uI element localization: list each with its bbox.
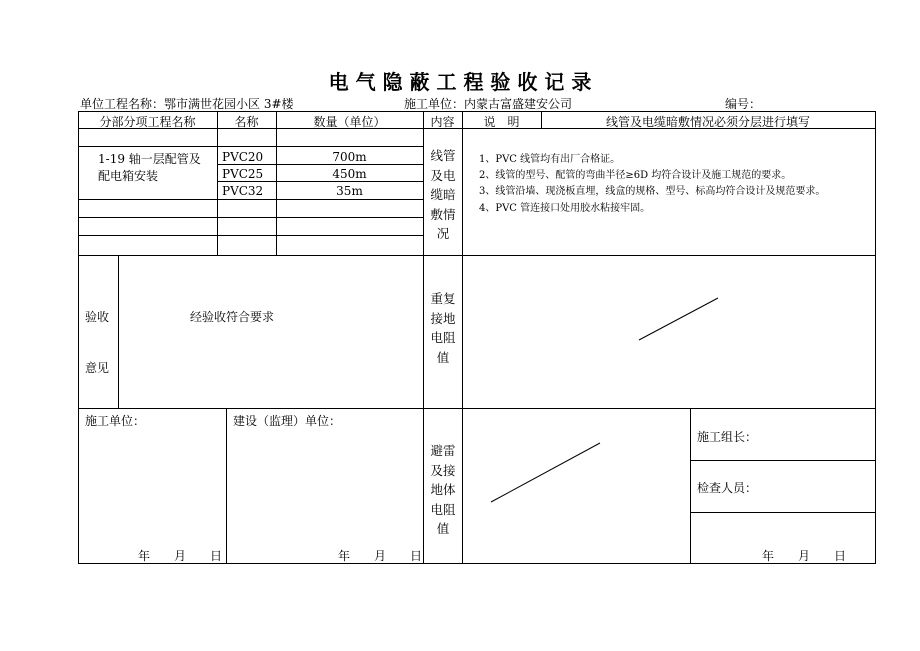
material-name: PVC32 (222, 184, 264, 198)
strike-line-lightning (491, 443, 600, 502)
acceptance-label-top: 验收 (85, 310, 110, 324)
supervision-unit-label: 建设（监理）单位： (233, 414, 342, 428)
material-name: PVC25 (222, 167, 264, 181)
date-right: 年 月 日 (762, 549, 847, 563)
lightning-ground-label: 避雷 及接 地体 电阻 值 (430, 443, 456, 536)
project-name: 单位工程名称：鄂市满世花园小区 3#楼 (80, 97, 294, 111)
project-item-line1: 1-19 轴一层配管及 (98, 152, 201, 166)
header-explain: 说 明 (483, 115, 520, 129)
contractor: 施工单位：内蒙古富盛建安公司 (404, 97, 573, 111)
acceptance-opinion: 经验收符合要求 (190, 310, 275, 324)
construction-unit-label: 施工单位： (85, 414, 146, 428)
material-qty: 700m (332, 150, 367, 164)
project-item-line2: 配电箱安装 (98, 169, 159, 183)
record-number-label: 编号： (725, 97, 762, 111)
repeat-ground-label: 重复 接地 电阻 值 (430, 291, 456, 365)
inspector-label: 检查人员： (697, 481, 758, 495)
team-leader-label: 施工组长： (697, 430, 758, 444)
date-left: 年 月 日 (138, 549, 223, 563)
header-content: 内容 (430, 115, 455, 129)
header-quantity: 数量（单位） (313, 115, 386, 129)
header-requirement: 线管及电缆暗敷情况必须分层进行填写 (605, 115, 810, 129)
header-name: 名称 (234, 115, 259, 129)
note-item: 1、PVC 线管均有出厂合格证。 (479, 154, 621, 165)
acceptance-label-bottom: 意见 (85, 361, 110, 375)
strike-line-repeat-ground (639, 298, 718, 340)
material-qty: 35m (336, 184, 363, 198)
note-item: 4、PVC 管连接口处用胶水粘接牢固。 (479, 203, 651, 214)
date-mid: 年 月 日 (338, 549, 423, 563)
material-name: PVC20 (222, 150, 264, 164)
page-title: 电 气 隐 蔽 工 程 验 收 记 录 (328, 70, 592, 94)
header-subitem: 分部分项工程名称 (99, 115, 196, 129)
note-item: 2、线管的型号、配管的弯曲半径≥6D 均符合设计及施工规范的要求。 (479, 170, 792, 181)
material-qty: 450m (332, 167, 367, 181)
note-item: 3、线管沿墙、现浇板直埋，线盒的规格、型号、标高均符合设计及规范要求。 (479, 186, 826, 197)
content-label: 线管 及电 缆暗 敷情 况 (430, 148, 456, 241)
